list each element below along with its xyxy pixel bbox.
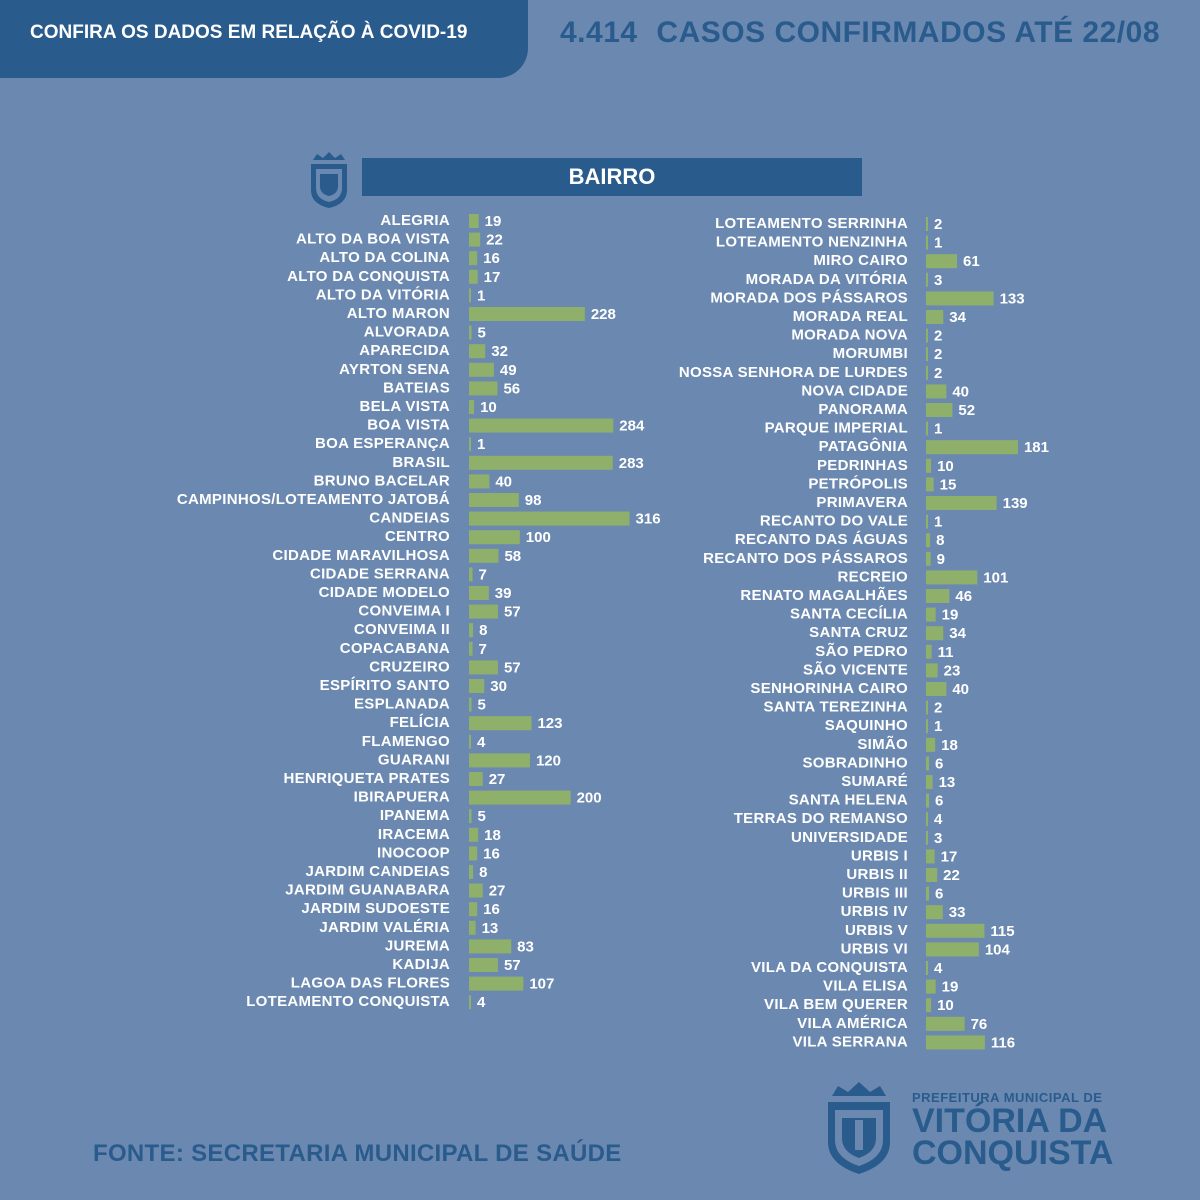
category-label: PANORAMA [818,401,908,418]
bar [926,831,928,845]
bar [926,608,936,622]
category-label: NOVA CIDADE [801,382,908,400]
bar [469,363,494,377]
bar [469,605,498,619]
city-logo-text [912,1090,1114,1172]
total-cases: 4.414 [560,16,638,49]
value-label: 316 [635,510,661,528]
value-label: 32 [491,343,508,361]
value-label: 1 [934,513,943,531]
bar [469,772,483,786]
category-label: SANTA CECÍLIA [789,605,908,623]
category-label: MORUMBI [832,345,908,363]
category-label: SIMÃO [857,735,908,753]
bar [926,329,928,343]
value-label: 116 [990,1034,1016,1052]
bar [469,474,489,488]
value-label: 284 [619,417,645,435]
bar [469,865,473,879]
value-label: 49 [499,361,517,379]
bar [926,403,952,417]
value-label: 104 [984,941,1010,959]
bar [926,682,946,696]
bar [469,660,498,674]
bar [926,552,931,566]
value-label: 1 [934,718,943,736]
value-label: 123 [537,715,563,733]
value-label: 100 [525,529,551,547]
category-label: COPACABANA [339,639,450,657]
category-label: ESPÍRITO SANTO [319,677,450,694]
value-label: 23 [943,662,961,680]
bar [469,958,498,972]
bar [469,344,485,358]
category-label: URBIS II [846,866,908,883]
value-label: 8 [479,864,488,881]
value-label: 5 [477,324,486,342]
value-label: 4 [477,733,486,751]
city-crest-icon [818,1080,900,1178]
value-label: 76 [970,1015,988,1033]
value-label: 33 [948,904,966,922]
category-label: FELÍCIA [389,714,450,732]
value-label: 27 [488,771,506,788]
category-label: MORADA DOS PÁSSAROS [710,289,908,307]
value-label: 107 [529,975,555,993]
bar [926,719,928,733]
bar [926,924,984,938]
value-label: 34 [949,309,966,326]
bar [469,549,498,563]
bar [926,310,943,324]
category-label: PRIMAVERA [816,494,908,511]
category-label: NOSSA SENHORA DE LURDES [678,363,908,381]
category-label: LOTEAMENTO SERRINHA [715,215,908,232]
value-label: 6 [935,885,944,903]
cases-text: CASOS CONFIRMADOS ATÉ 22/08 [656,16,1160,49]
value-label: 2 [934,699,943,717]
value-label: 228 [590,306,616,323]
value-label: 1 [477,287,486,305]
category-label: JUREMA [384,937,450,955]
value-label: 39 [494,585,512,602]
value-label: 8 [936,532,945,550]
bar [469,846,477,860]
bar [469,512,630,526]
category-label: MORADA NOVA [791,326,908,344]
bar [926,905,943,919]
bar [926,422,928,436]
category-label: JARDIM SUDOESTE [301,900,450,918]
category-label: ALTO DA VITÓRIA [315,286,450,304]
bar [469,921,476,935]
bar [926,849,935,863]
bar [469,995,471,1009]
bar [926,515,928,529]
category-label: SÃO VICENTE [803,661,908,679]
value-label: 19 [941,606,959,624]
value-label: 16 [483,845,500,863]
value-label: 4 [934,811,943,829]
bar [926,347,928,361]
value-label: 115 [990,922,1015,940]
value-label: 15 [939,476,957,494]
category-label: URBIS I [850,847,908,865]
value-label: 4 [934,960,943,977]
category-label: LOTEAMENTO CONQUISTA [246,993,450,1011]
bar [926,570,977,584]
category-label: BOA VISTA [367,416,450,434]
category-label: VILA SERRANA [792,1033,908,1051]
value-label: 6 [935,755,944,773]
category-label: BRUNO BACELAR [313,472,450,490]
category-label: RECREIO [837,568,908,586]
category-label: JARDIM CANDEIAS [305,863,450,880]
bar [469,493,519,507]
category-label: MORADA DA VITÓRIA [745,270,908,288]
category-label: SENHORINHA CAIRO [750,680,908,697]
value-label: 16 [483,250,500,268]
category-label: RENATO MAGALHÃES [740,587,908,604]
category-label: BATEIAS [383,379,450,397]
value-label: 2 [934,364,943,382]
bar [926,942,979,956]
value-label: 27 [488,882,506,900]
value-label: 2 [934,327,943,345]
category-label: IPANEMA [379,807,450,825]
value-label: 17 [940,848,958,866]
value-label: 46 [955,588,973,605]
category-label: PEDRINHAS [816,456,908,474]
value-label: 52 [958,402,976,419]
value-label: 13 [938,774,956,791]
bar [469,642,473,656]
value-label: 5 [477,808,486,826]
value-label: 19 [484,213,502,230]
category-label: URBIS IV [840,903,908,921]
value-label: 4 [477,994,486,1012]
value-label: 17 [483,268,501,286]
category-label: RECANTO DO VALE [759,512,908,530]
category-label: IRACEMA [377,825,450,843]
bar [469,214,479,228]
value-label: 3 [934,829,943,847]
bar [469,791,571,805]
bar [469,902,477,916]
bar [469,939,511,953]
value-label: 19 [941,978,959,996]
bar [926,812,928,826]
value-label: 9 [936,550,945,568]
bar [469,326,472,340]
bar [926,496,997,510]
category-label: SUMARÉ [841,773,908,790]
value-label: 5 [477,696,486,714]
value-label: 98 [524,492,542,509]
category-label: TERRAS DO REMANSO [733,810,908,828]
bar [469,530,520,544]
category-label: CAMPINHOS/LOTEAMENTO JATOBÁ [176,491,450,508]
category-label: HENRIQUETA PRATES [283,770,450,787]
bar [469,735,471,749]
bar [469,400,474,414]
category-label: AYRTON SENA [339,360,450,378]
category-label: INOCOOP [377,844,450,862]
value-label: 10 [480,399,497,416]
value-label: 11 [937,643,954,661]
bar [926,291,994,305]
logo-line3: CONQUISTA [912,1134,1114,1172]
bar [469,288,471,302]
category-label: JARDIM VALÉRIA [319,918,450,936]
value-label: 1 [934,234,943,252]
category-label: BOA ESPERANÇA [314,435,450,453]
bar [926,961,928,975]
value-label: 10 [937,997,954,1015]
category-label: RECANTO DOS PÁSSAROS [703,549,908,567]
value-label: 57 [503,659,521,677]
value-label: 13 [481,919,499,937]
bar [926,868,937,882]
bar [926,477,934,491]
value-label: 1 [477,436,486,454]
category-label: ALVORADA [363,323,450,341]
category-label: CENTRO [384,528,450,546]
category-label: FLAMENGO [361,732,450,750]
category-label: MORADA REAL [792,308,908,325]
bar [926,254,957,268]
value-label: 57 [503,957,521,974]
value-label: 34 [949,625,966,643]
category-label: KADIJA [392,956,450,973]
bar [926,459,931,473]
category-label: ALTO DA BOA VISTA [296,230,450,248]
value-label: 18 [484,826,501,844]
category-label: RECANTO DAS ÁGUAS [734,531,908,549]
value-label: 22 [943,867,960,884]
value-label: 2 [934,216,943,233]
category-label: APARECIDA [359,342,450,360]
bar [469,419,613,433]
category-label: URBIS III [841,884,908,902]
bar [926,738,935,752]
value-label: 133 [999,290,1025,308]
value-label: 10 [937,457,954,475]
bar [926,440,1018,454]
category-label: IBIRAPUERA [353,788,450,806]
bar [926,589,949,603]
bar [926,645,932,659]
category-label: MIRO CAIRO [813,252,908,270]
value-label: 57 [503,603,521,621]
bar [469,753,530,767]
category-label: ESPLANADA [353,695,450,713]
value-label: 6 [935,792,944,810]
bar [926,217,928,231]
category-label: SOBRADINHO [802,754,908,772]
value-label: 181 [1023,439,1049,457]
category-label: ALEGRIA [380,212,450,229]
bar [469,884,483,898]
category-label: CIDADE MARAVILHOSA [272,546,450,564]
bar [926,533,930,547]
value-label: 101 [983,569,1009,587]
category-label: SANTA TEREZINHA [763,698,908,716]
category-label: VILA AMÉRICA [797,1014,908,1032]
header-tab-text: CONFIRA OS DADOS EM RELAÇÃO À COVID-19 [30,22,468,43]
category-label: ALTO MARON [346,305,450,322]
value-label: 139 [1002,495,1028,512]
bar [926,1035,985,1049]
bar [469,381,497,395]
category-label: SAQUINHO [824,717,908,735]
bar [926,663,938,677]
bar [926,273,928,287]
category-label: CONVEIMA II [353,621,450,639]
value-label: 8 [479,622,488,640]
bar [926,384,946,398]
value-label: 3 [934,271,943,289]
source-note: FONTE: SECRETARIA MUNICIPAL DE SAÚDE [93,1140,622,1167]
bar [469,623,473,637]
category-label: SANTA CRUZ [809,624,908,642]
category-label: PETRÓPOLIS [808,475,908,493]
bar [926,980,936,994]
category-label: SÃO PEDRO [815,642,908,660]
value-label: 58 [504,547,522,565]
bar [469,307,585,321]
bar [926,887,929,901]
value-label: 40 [952,383,970,401]
value-label: 2 [934,346,943,364]
bar [469,270,478,284]
bar [469,679,484,693]
category-label: LAGOA DAS FLORES [290,974,450,992]
category-label: ALTO DA COLINA [319,249,450,267]
category-label: BELA VISTA [359,398,450,415]
bar [469,977,523,991]
category-label: BRASIL [392,453,450,471]
logo-line1: PREFEITURA MUNICIPAL DE [912,1090,1103,1105]
bar [469,809,472,823]
category-label: SANTA HELENA [788,791,908,809]
category-label: PARQUE IMPERIAL [764,419,908,437]
bar [926,236,928,250]
category-label: VILA BEM QUERER [764,996,908,1014]
bar [469,698,472,712]
bar [469,828,478,842]
bar [926,794,929,808]
value-label: 7 [478,640,487,658]
category-label: CRUZEIRO [369,658,450,676]
category-label: CANDEIAS [369,509,450,527]
bar [469,456,613,470]
value-label: 40 [495,473,513,491]
value-label: 120 [535,752,561,770]
bar [926,366,928,380]
bar [926,626,943,640]
category-label: VILA ELISA [823,977,908,995]
category-label: PATAGÔNIA [818,438,908,456]
chart-title: BAIRRO [362,158,862,196]
category-label: GUARANI [377,751,450,769]
value-label: 56 [503,380,521,398]
bar [926,1017,965,1031]
bar [469,586,489,600]
value-label: 40 [952,681,970,698]
value-label: 200 [576,789,602,807]
value-label: 16 [483,901,500,919]
value-label: 1 [934,420,943,438]
value-label: 61 [962,253,980,271]
value-label: 7 [478,566,487,584]
category-label: ALTO DA CONQUISTA [287,267,450,285]
bar [926,701,928,715]
bar [469,251,477,265]
bar [469,567,473,581]
category-label: LOTEAMENTO NENZINHA [715,233,908,251]
value-label: 18 [941,736,958,754]
logo-line2: VITÓRIA DA [912,1102,1108,1140]
value-label: 22 [486,231,503,249]
bar [926,756,929,770]
category-label: JARDIM GUANABARA [285,881,450,899]
bar [469,716,531,730]
value-label: 83 [517,938,534,956]
bar [469,437,471,451]
category-label: CONVEIMA I [358,602,450,620]
bar [926,775,933,789]
bar [926,998,931,1012]
category-label: CIDADE SERRANA [309,565,450,583]
value-label: 283 [618,454,644,472]
value-label: 30 [490,678,507,695]
category-label: URBIS V [845,921,908,939]
category-label: UNIVERSIDADE [791,828,908,846]
bar [469,233,480,247]
category-label: VILA DA CONQUISTA [750,959,908,976]
category-label: URBIS VI [840,940,908,958]
category-label: CIDADE MODELO [318,584,450,601]
